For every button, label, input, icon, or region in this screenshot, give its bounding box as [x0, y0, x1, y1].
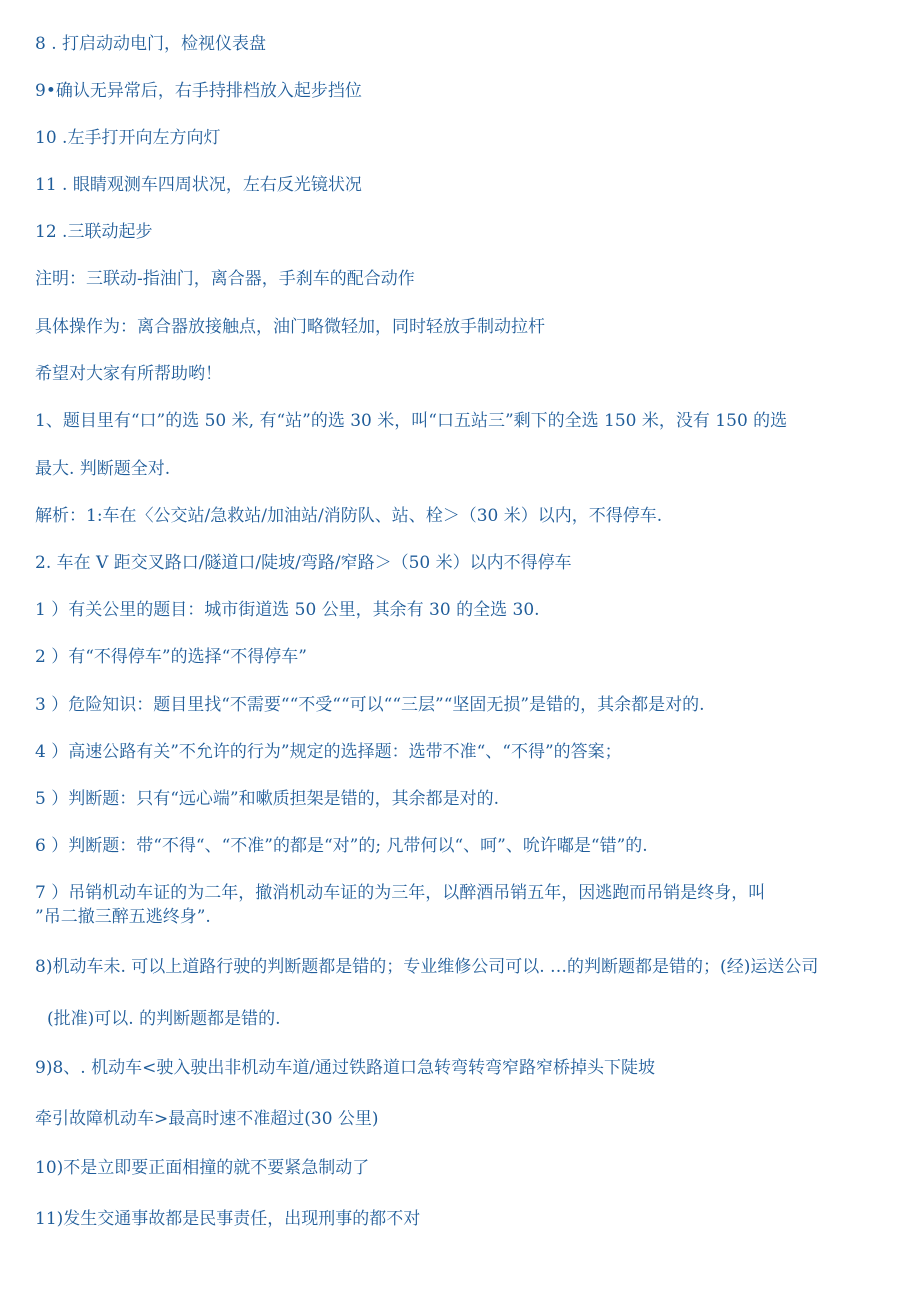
text-line: 9)8、. 机动车<驶入驶出非机动车道/通过铁路道口急转弯转弯窄路窄桥掉头下陡坡 — [35, 1058, 656, 1078]
text-line: 11 . 眼睛观测车四周状况，左右反光镜状况 — [35, 175, 362, 195]
text-line: 希望对大家有所帮助哟！ — [35, 364, 222, 384]
text-line: 8)机动车未. 可以上道路行驶的判断题都是错的；专业维修公司可以. …的判断题都是错的；(经)运送公司 — [35, 957, 819, 977]
text-line: 2 ）有“不得停车”的选择“不得停车” — [35, 647, 307, 667]
text-line: 4 ）高速公路有关”不允许的行为”规定的选择题：选带不准“、“不得”的答案； — [35, 742, 622, 762]
text-line: 10 .左手打开向左方向灯 — [35, 128, 221, 148]
text-line: 9•确认无异常后，右手持排档放入起步挡位 — [35, 81, 362, 101]
text-line: 12 .三联动起步 — [35, 222, 153, 242]
text-line: 解析：1:车在〈公交站/急救站/加油站/消防队、站、栓＞（30 米）以内，不得停车. — [35, 506, 663, 526]
text-line: 最大. 判断题全对. — [35, 459, 171, 479]
text-line: 5 ）判断题：只有“远心端”和嗽质担架是错的，其余都是对的. — [35, 789, 500, 809]
text-line: 10)不是立即要正面相撞的就不要紧急制动了 — [35, 1158, 370, 1178]
text-line: 3 ）危险知识：题目里找“不需要““不受““可以““三层”“坚固无损”是错的，其余都是对的. — [35, 695, 705, 715]
text-line: (批准)可以. 的判断题都是错的. — [47, 1009, 281, 1029]
text-line: 1、题目里有“口”的选 50 米, 有“站”的选 30 米，叫“口五站三”剩下的全选 150 米，没有 150 的选 — [35, 411, 788, 431]
text-line: 8 . 打启动动电门，检视仪表盘 — [35, 34, 267, 54]
text-line: 1 ）有关公里的题目：城市街道选 50 公里，其余有 30 的全选 30. — [35, 600, 540, 620]
text-line: 6 ）判断题：带“不得“、“不准”的都是“对”的; 凡带何以“、呵”、吮许嘟是“错”的. — [35, 836, 648, 856]
text-line: 2. 车在 V 距交叉路口/隧道口/陡坡/弯路/窄路＞（50 米）以内不得停车 — [35, 553, 572, 573]
text-line: 7 ）吊销机动车证的为二年，撤消机动车证的为三年，以醉酒吊销五年，因逃跑而吊销是终身，叫 — [35, 883, 766, 903]
text-line: ”吊二撤三醉五逃终身”. — [35, 907, 211, 927]
text-line: 11)发生交通事故都是民事责任，出现刑事的都不对 — [35, 1209, 421, 1229]
text-line: 注明：三联动-指油门，离合器，手刹车的配合动作 — [35, 269, 415, 289]
text-line: 具体操作为：离合器放接触点，油门略微轻加，同时轻放手制动拉杆 — [35, 317, 545, 337]
text-line: 牵引故障机动车>最高时速不准超过(30 公里) — [35, 1109, 379, 1129]
